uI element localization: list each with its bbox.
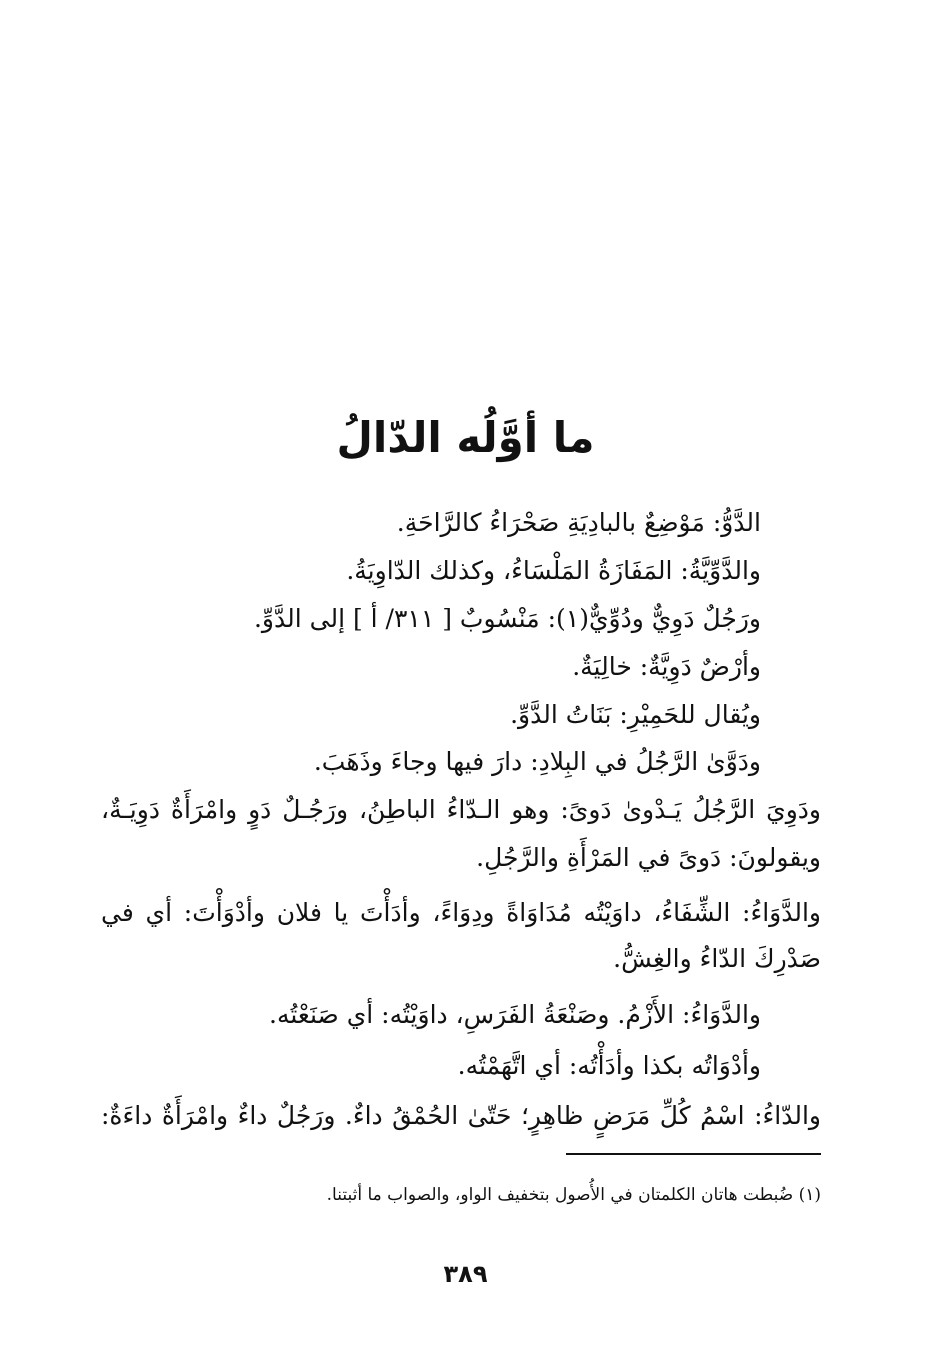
text-line: ويُقال للحَمِيْرِ: بَنَاتُ الدَّوِّ. [510,700,761,729]
text-line: ودَوَّىٰ الرَّجُلُ في البِلادِ: دارَ فيها وجاءَ وذَهَبَ. [313,747,761,776]
text-line: والدَّوِّيَّةُ: المَفَازَةُ المَلْسَاءُ، وكذلك الدّاوِيَةُ. [346,556,761,585]
text-line: والدَّوَاءُ: الشِّفَاءُ، داوَيْتُه مُدَاوَاةً ودِوَاءً، وأدَأْتَ يا فلان وأدْوَأْتَ: أي في [101,898,821,927]
text-line: الدَّوُّ: مَوْضِعٌ بالبادِيَةِ صَحْرَاءُ كالرَّاحَةِ. [396,508,761,537]
page-number: ٣٨٩ [443,1260,488,1288]
footnote-divider [566,1153,821,1155]
text-line: وأدْوَاتُه بكذا وأدَأْتُه: أي اتَّهَمْتُه. [457,1051,761,1080]
text-line: والدَّوَاءُ: الأَزْمُ. وصَنْعَةُ الفَرَسِ، داوَيْتُه: أي صَنَعْتُه. [269,1000,761,1029]
text-line: ورَجُلٌ دَوِيٌّ ودُوِّيٌّ(١): مَنْسُوبٌ [ ٣١١/ أ ] إلى الدَّوِّ. [253,604,761,633]
text-line: صَدْرِكَ الدّاءُ والغِشُّ. [613,944,821,973]
text-line: والدّاءُ: اسْمُ كُلِّ مَرَضٍ ظاهِرٍ؛ حَتّىٰ الحُمْقُ داءٌ. ورَجُلٌ داءٌ وامْرَأَةٌ داءَةٌ: [101,1101,821,1130]
footnote: (١) ضُبطت هاتان الكلمتان في الأُصول بتخفيف الواو، والصواب ما أثبتنا. [326,1185,821,1205]
text-line: ودَوِيَ الرَّجُلُ يَـدْوىٰ دَوىً: وهو الـدّاءُ الباطِنُ، ورَجُـلٌ دَوٍ وامْرَأَةٌ دَوِيَـةٌ، [101,795,821,824]
chapter-title: ما أوَّلُه الدّالُ [336,413,595,462]
text-line: ويقولونَ: دَوىً في المَرْأَةِ والرَّجُلِ. [476,843,821,872]
text-line: وأرْضٌ دَوِيَّةٌ: خالِيَةٌ. [572,652,761,681]
